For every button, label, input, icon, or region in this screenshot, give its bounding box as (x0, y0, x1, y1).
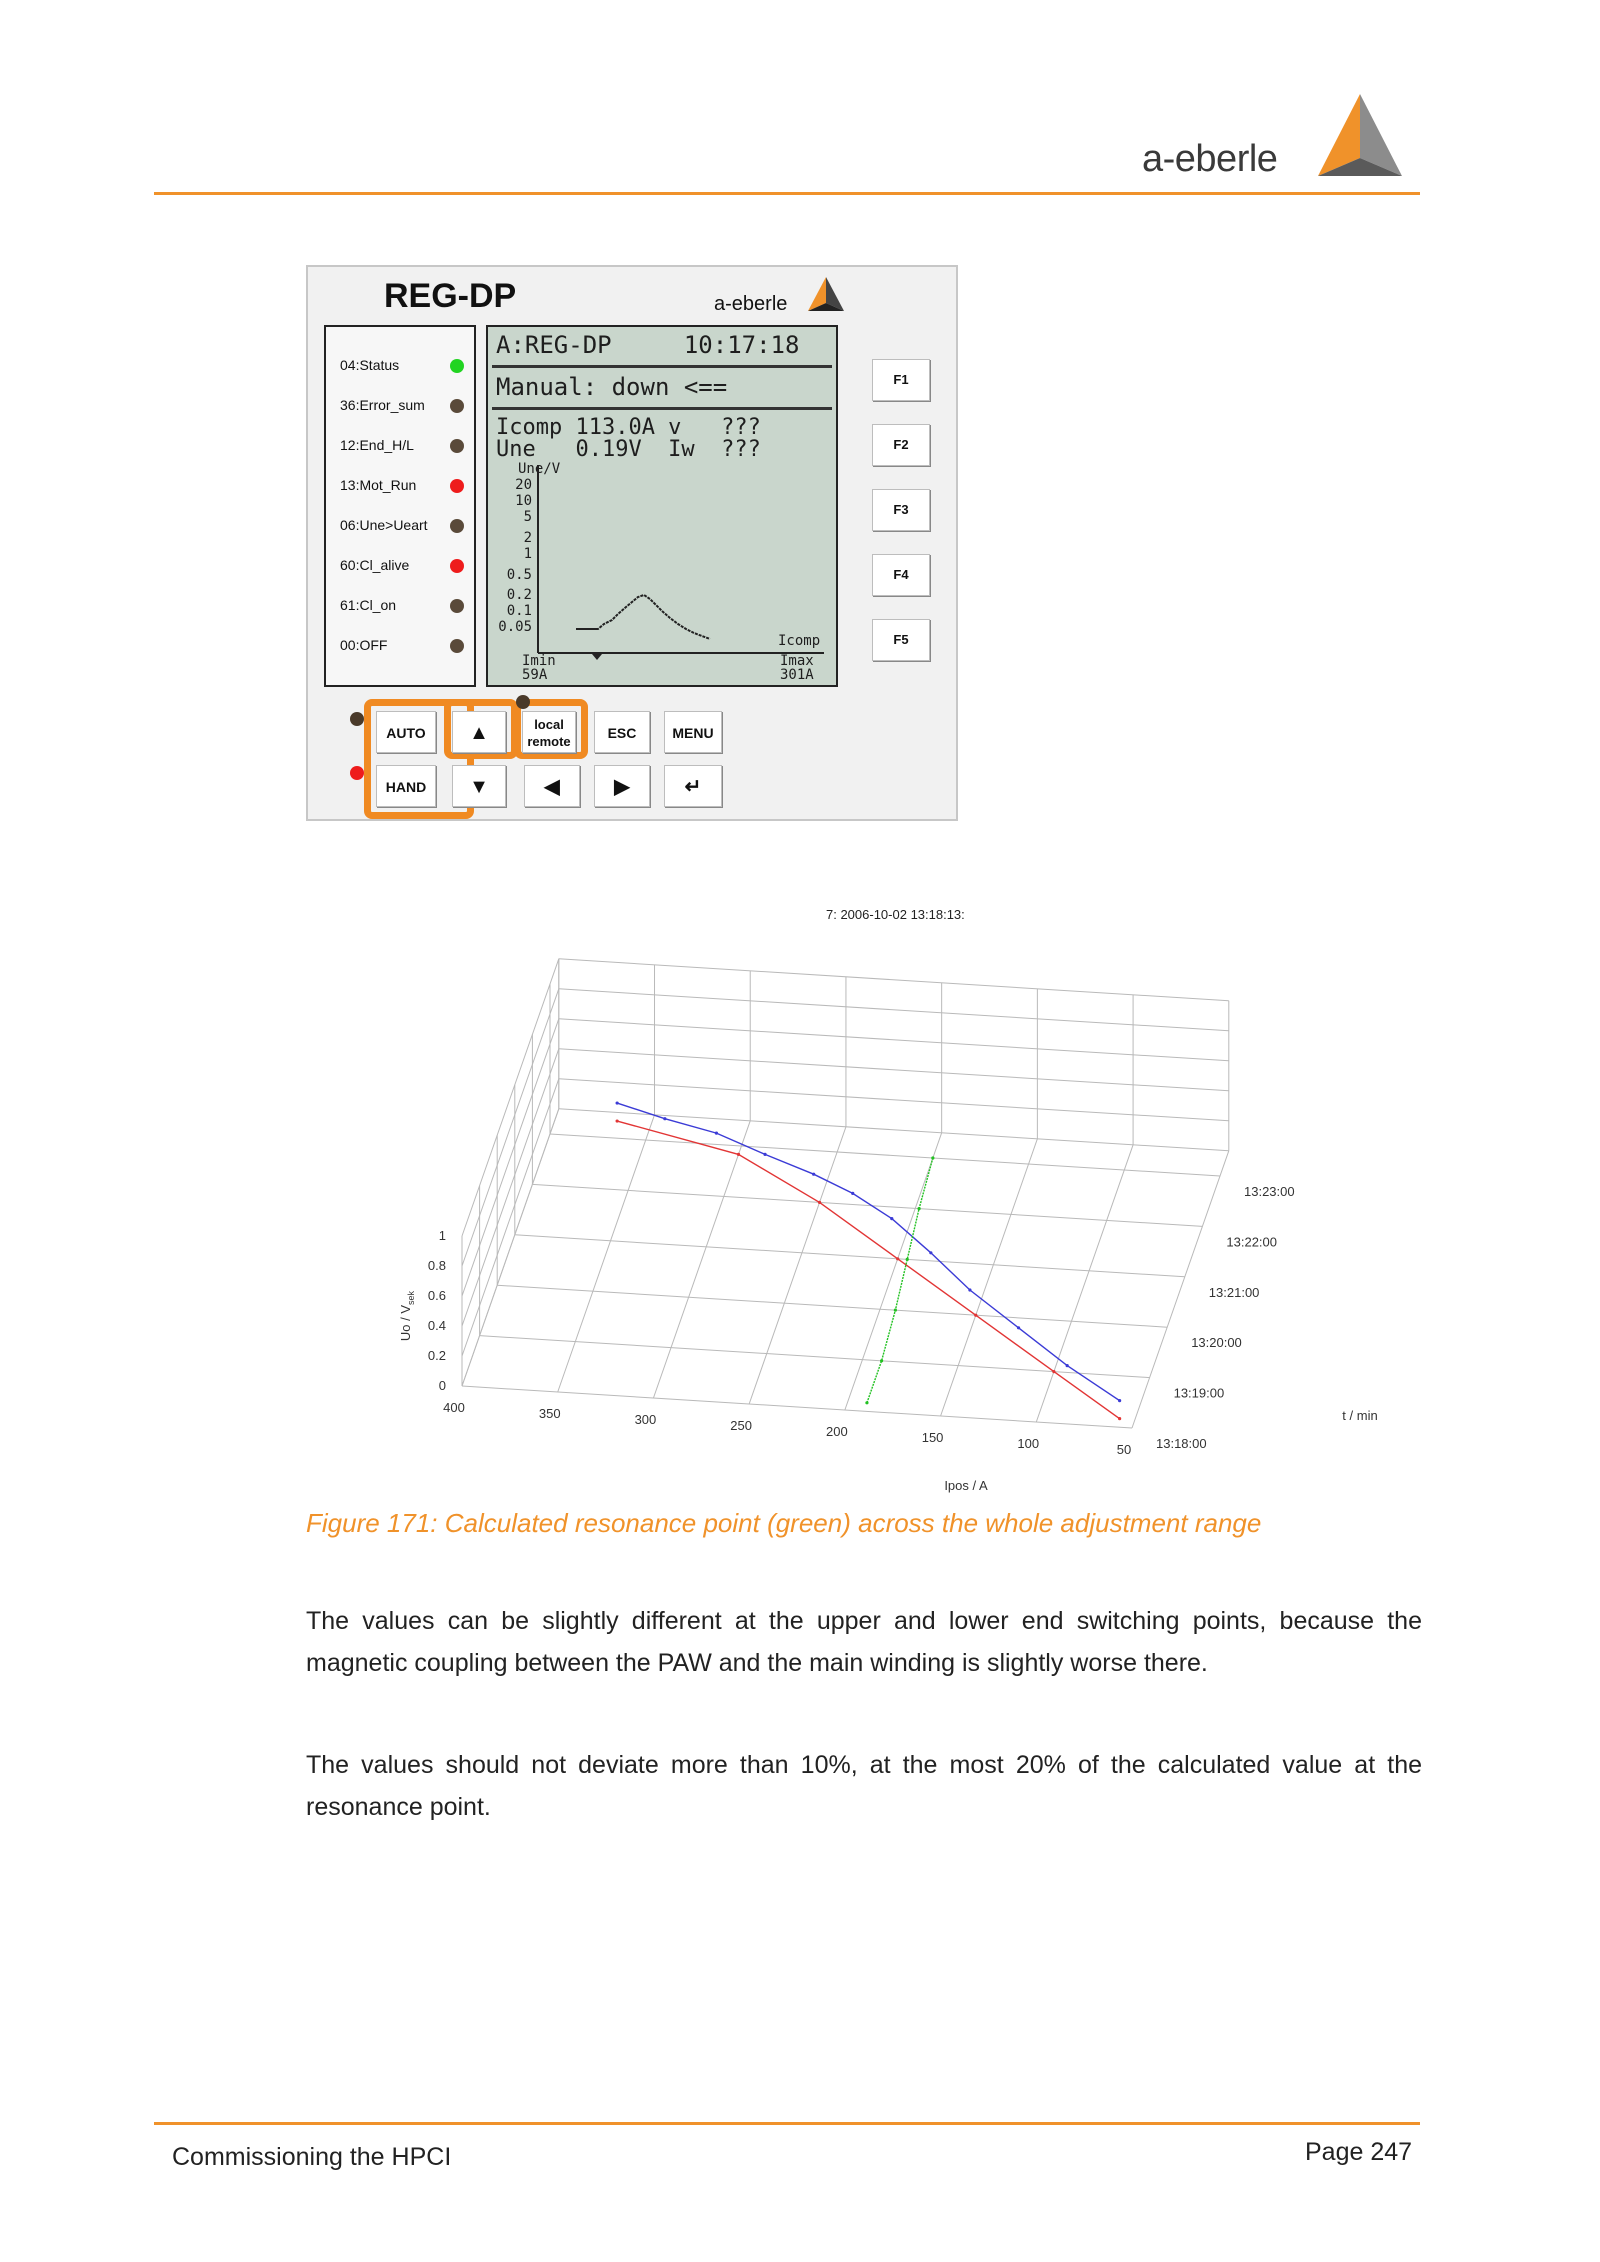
x-tick-label: 300 (634, 1412, 657, 1427)
data-point (818, 1201, 821, 1204)
t-tick-label: 13:22:00 (1226, 1234, 1278, 1250)
data-point (851, 1192, 854, 1195)
grid-line (558, 1115, 655, 1392)
y-tick-label: 0.8 (427, 1258, 446, 1273)
grid-line (462, 1019, 559, 1296)
chart-grid (462, 959, 1229, 1428)
led-row (340, 557, 470, 577)
lcd-imax-value: 301A (780, 667, 814, 683)
grid-line (462, 959, 559, 1236)
led-row (340, 597, 470, 617)
y-tick-label: 0.2 (427, 1348, 446, 1363)
data-point (1017, 1326, 1020, 1329)
led-label: 36:Error_sum (340, 397, 425, 413)
t-tick-label: 13:19:00 (1173, 1385, 1225, 1401)
x-tick-label: 400 (443, 1400, 465, 1415)
local-label: local (534, 717, 564, 732)
grid-line (462, 1049, 559, 1326)
grid-line (559, 989, 1229, 1031)
lower-button[interactable]: ▼ (452, 765, 506, 807)
device-logo-icon (804, 275, 848, 315)
data-point (968, 1288, 971, 1291)
grid-line (559, 1109, 1229, 1151)
led-row (340, 477, 470, 497)
green-resonance-line (867, 1158, 933, 1403)
grid-line (1036, 1145, 1133, 1422)
lcd-y-tick: 20 (515, 477, 532, 493)
lcd-y-tick: 1 (523, 546, 532, 562)
led-indicator-icon (450, 519, 464, 533)
x-tick-label: 250 (730, 1418, 752, 1433)
data-point (663, 1117, 666, 1120)
lcd-imax-label: Imax (780, 653, 814, 669)
paragraph: The values should not deviate more than 10%, at the most 20% of the calculated value at the resonance point. (306, 1751, 1422, 1821)
lcd-display (486, 325, 838, 687)
led-indicator-icon (450, 559, 464, 573)
y-axis-label-main: Uo / V (398, 1304, 413, 1342)
x-tick-label: 50 (1116, 1442, 1132, 1457)
lcd-y-tick: 10 (515, 493, 532, 509)
function-key-f2[interactable]: F2 (872, 424, 930, 466)
y-tick-label: 0.6 (427, 1288, 446, 1303)
menu-button[interactable]: MENU (664, 711, 722, 753)
y-axis-label (398, 1290, 416, 1341)
function-key-f4[interactable]: F4 (872, 554, 930, 596)
lcd-imin-label: Imin (522, 653, 556, 669)
chart-marks (616, 1101, 1122, 1420)
led-label: 12:End_H/L (340, 437, 414, 453)
data-point (880, 1359, 883, 1362)
device-panel (306, 265, 958, 821)
data-point (737, 1153, 740, 1156)
function-key-f1[interactable]: F1 (872, 359, 930, 401)
led-label: 13:Mot_Run (340, 477, 417, 493)
grid-line (480, 1336, 1150, 1378)
grid-line (559, 959, 1229, 1001)
grid-line (497, 1285, 1167, 1327)
raise-button[interactable]: ▲ (452, 711, 506, 753)
data-point (974, 1314, 977, 1317)
lcd-y-tick: 5 (523, 509, 532, 525)
x-axis-label: Ipos / A (944, 1478, 988, 1493)
led-indicator-icon (450, 399, 464, 413)
lcd-line-title: A:REG-DP 10:17:18 (496, 331, 800, 359)
led-label: 61:Cl_on (340, 597, 397, 613)
led-row (340, 357, 470, 377)
local-remote-button[interactable] (522, 711, 576, 753)
lcd-line-mode: Manual: down <== (496, 373, 728, 401)
grid-line (532, 1184, 1202, 1226)
led-label: 06:Une>Ueart (340, 517, 428, 533)
grid-line (845, 1133, 942, 1410)
t-tick-label: 13:20:00 (1191, 1335, 1242, 1351)
led-panel (324, 325, 476, 687)
auto-led-icon (350, 712, 364, 726)
chart-title: 7: 2006-10-02 13:18:13: (826, 907, 965, 922)
auto-button[interactable]: AUTO (376, 711, 436, 753)
lcd-y-tick: 0.2 (506, 587, 532, 603)
data-point (763, 1153, 766, 1156)
page-number: Page 247 (1305, 2138, 1413, 2166)
lcd-line-une: Une 0.19V Iw ??? (496, 437, 761, 462)
led-row (340, 517, 470, 537)
remote-led-icon (516, 695, 530, 709)
led-indicator-icon (450, 639, 464, 653)
data-point (616, 1119, 619, 1122)
grid-line (559, 1049, 1229, 1091)
y-tick-label: 0.4 (427, 1318, 446, 1333)
x-tick-label: 200 (826, 1424, 848, 1439)
hand-led-icon (350, 766, 364, 780)
footer-section-title: Commissioning the HPCI (172, 2143, 452, 2171)
footer-rule (154, 2122, 1420, 2125)
data-point (715, 1132, 718, 1135)
resonance-3d-chart (370, 896, 1410, 1496)
data-point (931, 1156, 934, 1159)
led-label: 60:Cl_alive (340, 557, 410, 573)
brand-logo-icon (1308, 92, 1412, 184)
lcd-y-tick: 2 (523, 530, 532, 546)
t-tick-label: 13:21:00 (1208, 1284, 1260, 1300)
grid-line (462, 1109, 559, 1386)
remote-label: remote (527, 734, 571, 749)
lcd-y-tick: 0.5 (506, 567, 532, 583)
grid-line (941, 1139, 1038, 1416)
grid-line (462, 989, 559, 1266)
lcd-y-tick: 0.05 (498, 619, 532, 635)
lcd-icomp-label: Icomp (778, 633, 821, 649)
t-tick-label: 13:23:00 (1244, 1184, 1295, 1199)
figure-caption: Figure 171: Calculated resonance point (green) across the whole adjustment range (306, 1508, 1262, 1538)
led-label: 04:Status (340, 357, 400, 373)
lcd-imin-value: 59A (522, 667, 548, 683)
grid-line (559, 1079, 1229, 1121)
grid-line (559, 1019, 1229, 1061)
blue-series-line (617, 1103, 1119, 1401)
led-row (340, 637, 470, 657)
header-brand: a-eberle (1142, 138, 1278, 180)
data-point (812, 1173, 815, 1176)
esc-button[interactable]: ESC (594, 711, 650, 753)
data-point (1066, 1364, 1069, 1367)
data-point (1052, 1370, 1055, 1373)
led-indicator-icon (450, 479, 464, 493)
led-indicator-icon (450, 599, 464, 613)
x-tick-label: 350 (538, 1406, 561, 1421)
data-point (896, 1257, 899, 1260)
right-button[interactable]: ▶ (594, 765, 650, 807)
data-point (616, 1101, 619, 1104)
lcd-y-tick: 0.1 (506, 603, 532, 619)
grid-line (462, 1079, 559, 1356)
data-point (929, 1251, 932, 1254)
led-row (340, 437, 470, 457)
led-indicator-icon (450, 439, 464, 453)
t-tick-label: 13:18:00 (1156, 1436, 1207, 1451)
y-tick-label: 1 (438, 1228, 446, 1243)
data-point (890, 1217, 893, 1220)
data-point (906, 1258, 909, 1261)
lcd-line-icomp: Icomp 113.0A v ??? (496, 415, 761, 440)
data-point (865, 1401, 868, 1404)
y-tick-label: 0 (438, 1378, 446, 1393)
enter-button[interactable]: ↵ (664, 765, 722, 807)
data-point (917, 1207, 920, 1210)
grid-line (462, 1386, 1132, 1428)
header-rule (154, 192, 1420, 195)
paragraph: The values can be slightly different at the upper and lower end switching points, because the magnetic coupling between the PAW and the main winding is slightly worse there. (306, 1607, 1422, 1677)
grid-line (515, 1235, 1185, 1277)
led-label: 00:OFF (340, 637, 388, 653)
data-point (1118, 1399, 1121, 1402)
data-point (1118, 1417, 1121, 1420)
grid-line (653, 1121, 750, 1398)
y-axis-label-sub: sek (406, 1290, 416, 1305)
x-tick-label: 100 (1017, 1436, 1040, 1451)
hand-button[interactable]: HAND (376, 765, 436, 807)
device-brand: a-eberle (714, 293, 788, 315)
left-button[interactable]: ◀ (524, 765, 580, 807)
red-series-line (617, 1121, 1119, 1419)
x-tick-label: 150 (921, 1430, 944, 1445)
led-row (340, 397, 470, 417)
function-key-f3[interactable]: F3 (872, 489, 930, 531)
device-title: REG-DP (384, 277, 517, 315)
data-point (894, 1309, 897, 1312)
function-key-f5[interactable]: F5 (872, 619, 930, 661)
lcd-y-label: Une/V (518, 461, 561, 477)
led-indicator-icon (450, 359, 464, 373)
grid-line (550, 1134, 1220, 1176)
t-axis-label: t / min (1342, 1408, 1378, 1423)
